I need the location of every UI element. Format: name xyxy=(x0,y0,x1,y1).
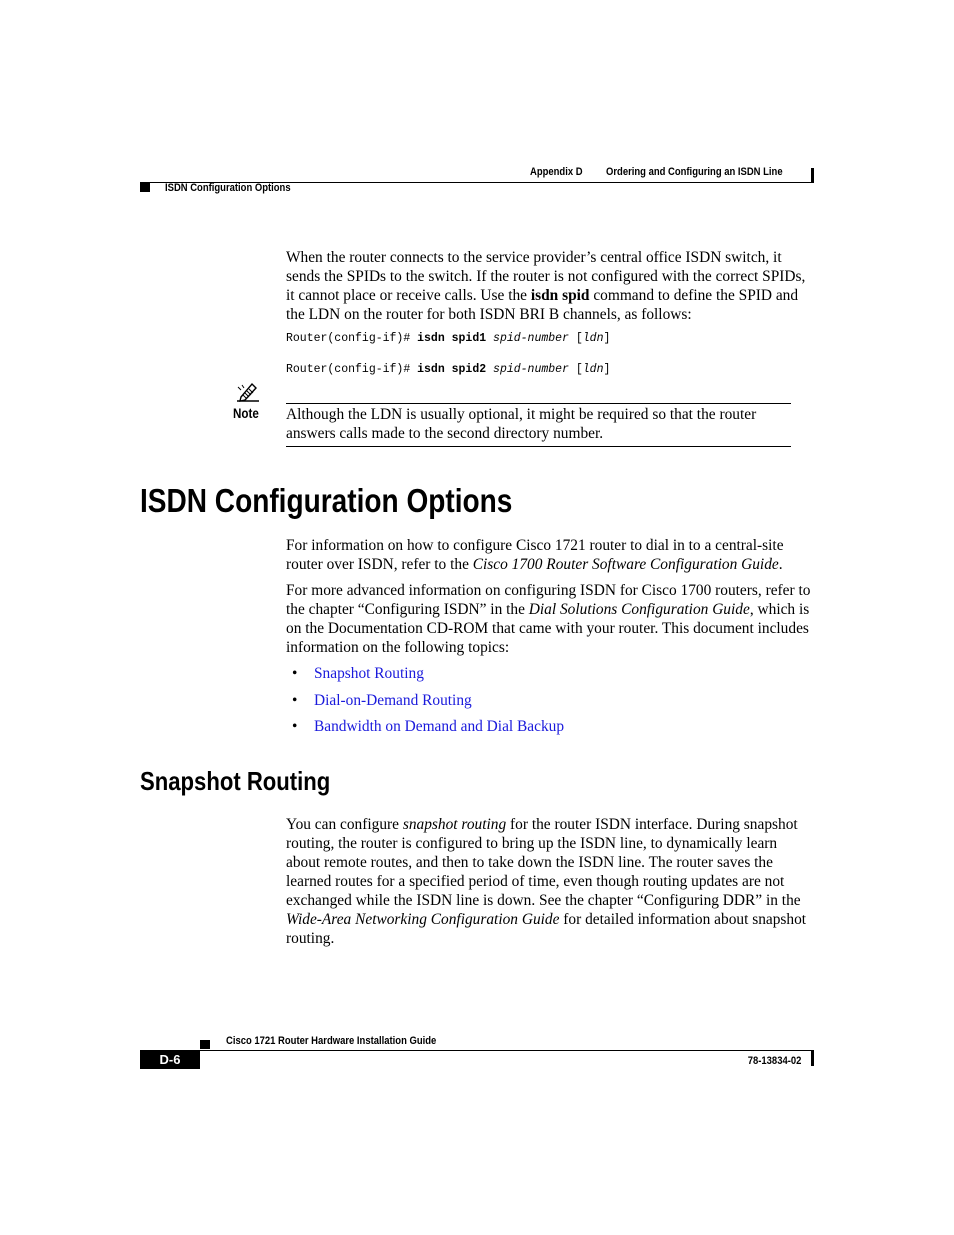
footer-rule xyxy=(140,1050,814,1051)
list-item xyxy=(286,664,424,683)
list-item xyxy=(286,691,472,710)
note-text: Although the LDN is usually optional, it might be required so that the router answers calls made to the second directory number. xyxy=(286,406,757,442)
note-label: Note xyxy=(233,406,259,421)
header-chapter: Ordering and Configuring an ISDN Line xyxy=(606,166,783,178)
header-section: ISDN Configuration Options xyxy=(165,182,291,194)
footer-guide-title: Cisco 1721 Router Hardware Installation Guide xyxy=(226,1035,437,1047)
section-title-isdn-configuration-options: ISDN Configuration Options xyxy=(140,482,513,519)
bullet-icon: • xyxy=(292,718,298,735)
link-snapshot-routing[interactable]: Snapshot Routing xyxy=(314,665,424,682)
bullet-icon: • xyxy=(292,665,298,682)
note-pencil-icon xyxy=(233,380,261,404)
bullet-icon: • xyxy=(292,692,298,709)
command-line-1: Router(config-if)# isdn spid1 spid-number [ldn] xyxy=(286,332,611,345)
link-bandwidth-on-demand[interactable]: Bandwidth on Demand and Dial Backup xyxy=(314,718,565,735)
header-section-marker xyxy=(140,183,150,192)
isdn-spid-command: isdn spid xyxy=(530,287,590,304)
footer-edge-bar xyxy=(811,1051,814,1066)
section1-paragraph-2: For more advanced information on configuring ISDN for Cisco 1700 routers, refer to the chapter “Configuring ISDN” in the Dial Solutions Configuration Guide, which is on the Documentation CD-ROM that came with your router. This document includes information on the following topics: xyxy=(286,582,811,656)
section2-paragraph: You can configure snapshot routing for the router ISDN interface. During snapshot routing, the router is configured to bring up the ISDN line, to dynamically learn about remote routes, and then to take down the ISDN line. The router saves the learned routes for a specified period of time, even though routing updates are not exchanged while the ISDN line is down. See the chapter “Configuring DDR” in the Wide-Area Networking Configuration Guide for detailed information about snapshot routing. xyxy=(286,816,807,947)
header-appendix: Appendix D xyxy=(530,166,583,178)
header-edge-bar xyxy=(811,168,814,183)
command-line-2: Router(config-if)# isdn spid2 spid-number [ldn] xyxy=(286,363,611,376)
page-number: D-6 xyxy=(159,1052,181,1067)
footer-page-box xyxy=(140,1051,200,1069)
list-item xyxy=(286,717,564,736)
section1-paragraph-1: For information on how to configure Cisco 1721 router to dial in to a central-site router over ISDN, refer to the Cisco 1700 Router Software Configuration Guide. xyxy=(286,537,784,573)
footer-marker xyxy=(200,1040,210,1049)
section-title-snapshot-routing: Snapshot Routing xyxy=(140,766,331,796)
note-bottom-rule xyxy=(286,446,791,447)
link-dial-on-demand-routing[interactable]: Dial-on-Demand Routing xyxy=(314,692,472,709)
note-top-rule xyxy=(286,403,791,404)
footer-doc-number: 78-13834-02 xyxy=(747,1055,801,1067)
intro-paragraph: When the router connects to the service provider’s central office ISDN switch, it sends the SPIDs to the switch. If the router is not configured with the correct SPIDs, it cannot place or receive calls. Use the isdn spid command to define the SPID and the LDN on the router for both ISDN BRI B channels, as follows: xyxy=(286,249,806,323)
